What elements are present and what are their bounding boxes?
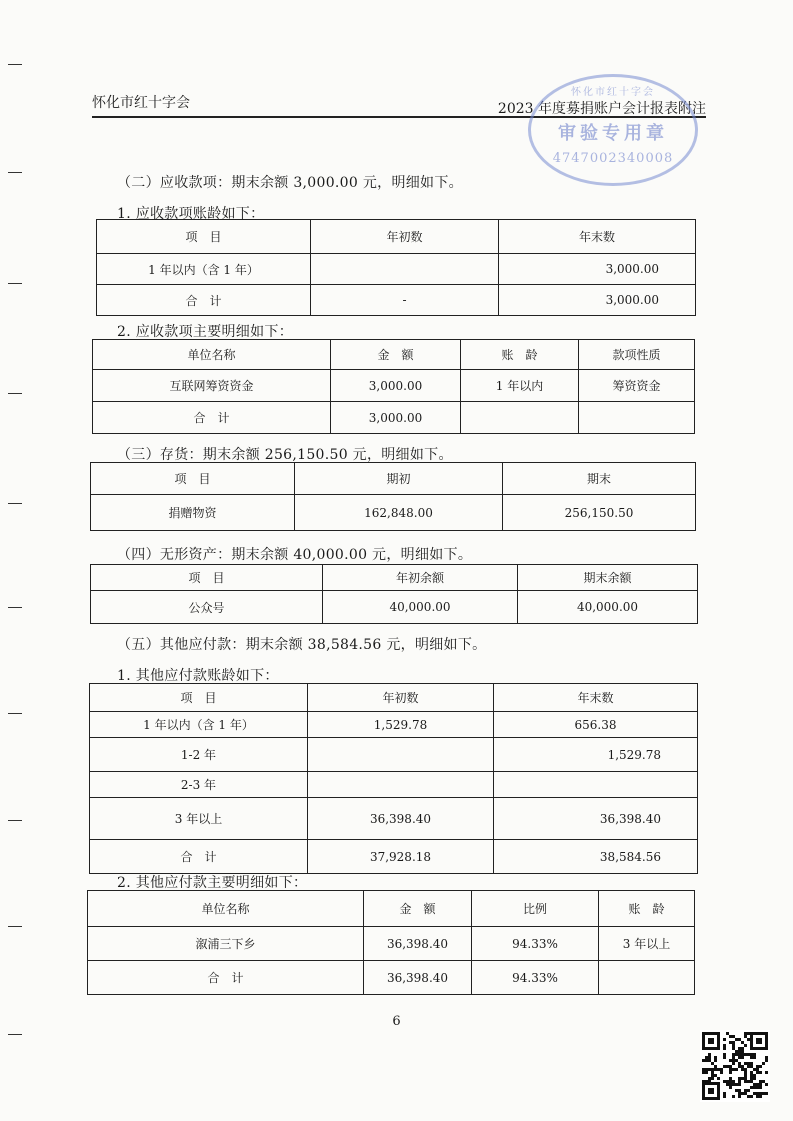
- receivables-detail-table: [92, 339, 695, 434]
- stamp-main-text: 审验专用章: [558, 123, 668, 144]
- cell-value: 筹资资金: [579, 370, 695, 402]
- page-number: 6: [392, 1014, 401, 1029]
- header-title: 2023 年度募捐账户会计报表附注: [497, 101, 706, 117]
- cell-value: 3,000.00: [499, 285, 696, 316]
- margin-mark: [8, 926, 22, 927]
- header-cell: 单位名称: [93, 340, 331, 370]
- cell-value: 1 年以内: [461, 370, 579, 402]
- section-heading-inventory: （三）存货：期末余额 256,150.50 元，明细如下。: [117, 447, 453, 463]
- cell-item: 3 年以上: [90, 798, 308, 840]
- table-row: [90, 712, 698, 738]
- cell-item: 2-3 年: [90, 772, 308, 798]
- stamp-ring-text: 怀化市红十字会: [571, 87, 655, 98]
- table-total-row: [93, 402, 695, 434]
- table-row: [90, 798, 698, 840]
- margin-mark: [8, 283, 22, 284]
- subheading-receivables-aging: 1. 应收款项账龄如下：: [117, 206, 265, 222]
- table-row: [90, 738, 698, 772]
- table-row: [91, 495, 696, 531]
- header-cell: 年初数: [311, 220, 499, 254]
- cell-value: 38,584.56: [494, 840, 698, 874]
- table-row: [93, 370, 695, 402]
- header-cell: 款项性质: [579, 340, 695, 370]
- header-cell: 项 目: [97, 220, 311, 254]
- cell-value: [308, 738, 494, 772]
- cell-value: [461, 402, 579, 434]
- payables-aging-table: [89, 683, 698, 874]
- cell-value: 94.33%: [472, 961, 599, 995]
- section-heading-other-payables: （五）其他应付款：期末余额 38,584.56 元，明细如下。: [117, 637, 487, 653]
- header-cell: 单位名称: [88, 891, 364, 927]
- table-header-row: [91, 463, 696, 495]
- section-heading-receivables: （二）应收款项：期末余额 3,000.00 元，明细如下。: [117, 175, 463, 191]
- cell-value: 94.33%: [472, 927, 599, 961]
- cell-value: 1,529.78: [494, 738, 698, 772]
- header-cell: 金 额: [331, 340, 461, 370]
- cell-value: [308, 772, 494, 798]
- margin-mark: [8, 607, 22, 608]
- cell-value: 3,000.00: [331, 370, 461, 402]
- cell-item: 捐赠物资: [91, 495, 295, 531]
- header-cell: 账 龄: [599, 891, 695, 927]
- cell-item: 1-2 年: [90, 738, 308, 772]
- cell-value: [494, 772, 698, 798]
- margin-mark: [8, 64, 22, 65]
- header-cell: 金 额: [364, 891, 472, 927]
- cell-value: [579, 402, 695, 434]
- table-row: [88, 927, 695, 961]
- header-org: 怀化市红十字会: [92, 95, 190, 111]
- section-heading-intangible: （四）无形资产：期末余额 40,000.00 元，明细如下。: [117, 547, 473, 563]
- header-cell: 比例: [472, 891, 599, 927]
- header-cell: 年初余额: [323, 565, 518, 591]
- audit-stamp: [528, 74, 698, 186]
- cell-item: 公众号: [91, 591, 323, 624]
- header-cell: 项 目: [90, 684, 308, 712]
- margin-mark: [8, 503, 22, 504]
- subheading-receivables-detail: 2. 应收款项主要明细如下：: [117, 324, 294, 340]
- cell-item: 合 计: [88, 961, 364, 995]
- qr-code-graphic: [700, 1030, 770, 1102]
- margin-mark: [8, 1034, 22, 1035]
- cell-value: 256,150.50: [503, 495, 696, 531]
- header-cell: 年初数: [308, 684, 494, 712]
- cell-value: 3,000.00: [331, 402, 461, 434]
- header-cell: 账 龄: [461, 340, 579, 370]
- cell-value: -: [311, 285, 499, 316]
- cell-item: 1 年以内（含 1 年）: [97, 254, 311, 285]
- table-row: [91, 591, 698, 624]
- cell-item: 1 年以内（含 1 年）: [90, 712, 308, 738]
- header-cell: 期末: [503, 463, 696, 495]
- cell-value: 656.38: [494, 712, 698, 738]
- table-header-row: [90, 684, 698, 712]
- cell-item: 合 计: [97, 285, 311, 316]
- header-cell: 年末数: [499, 220, 696, 254]
- margin-mark: [8, 393, 22, 394]
- subheading-payables-detail: 2. 其他应付款主要明细如下：: [117, 875, 308, 891]
- cell-item: 互联网筹资资金: [93, 370, 331, 402]
- cell-item: 溆浦三下乡: [88, 927, 364, 961]
- cell-value: 36,398.40: [364, 927, 472, 961]
- table-total-row: [88, 961, 695, 995]
- cell-value: 162,848.00: [295, 495, 503, 531]
- payables-detail-table: [87, 890, 695, 995]
- inventory-table: [90, 462, 696, 531]
- cell-value: 3 年以上: [599, 927, 695, 961]
- intangible-table: [90, 564, 698, 624]
- cell-value: 36,398.40: [364, 961, 472, 995]
- cell-value: 37,928.18: [308, 840, 494, 874]
- header-cell: 项 目: [91, 565, 323, 591]
- table-total-row: [90, 840, 698, 874]
- margin-mark: [8, 713, 22, 714]
- header-cell: 期末余额: [518, 565, 698, 591]
- stamp-code: 4747002340008: [552, 151, 674, 166]
- table-total-row: [97, 285, 696, 316]
- margin-mark: [8, 172, 22, 173]
- subheading-payables-aging: 1. 其他应付款账龄如下：: [117, 668, 279, 684]
- cell-item: 合 计: [90, 840, 308, 874]
- table-header-row: [97, 220, 696, 254]
- cell-value: 1,529.78: [308, 712, 494, 738]
- cell-value: [599, 961, 695, 995]
- margin-mark: [8, 820, 22, 821]
- table-header-row: [91, 565, 698, 591]
- cell-value: 3,000.00: [499, 254, 696, 285]
- header-cell: 期初: [295, 463, 503, 495]
- cell-value: 36,398.40: [494, 798, 698, 840]
- header-cell: 项 目: [91, 463, 295, 495]
- cell-value: 40,000.00: [323, 591, 518, 624]
- cell-value: 40,000.00: [518, 591, 698, 624]
- cell-item: 合 计: [93, 402, 331, 434]
- cell-value: 36,398.40: [308, 798, 494, 840]
- table-row: [97, 254, 696, 285]
- cell-value: [311, 254, 499, 285]
- header-cell: 年末数: [494, 684, 698, 712]
- table-header-row: [88, 891, 695, 927]
- table-row: [90, 772, 698, 798]
- qr-code-icon: [700, 1030, 770, 1102]
- table-header-row: [93, 340, 695, 370]
- receivables-aging-table: [96, 219, 696, 316]
